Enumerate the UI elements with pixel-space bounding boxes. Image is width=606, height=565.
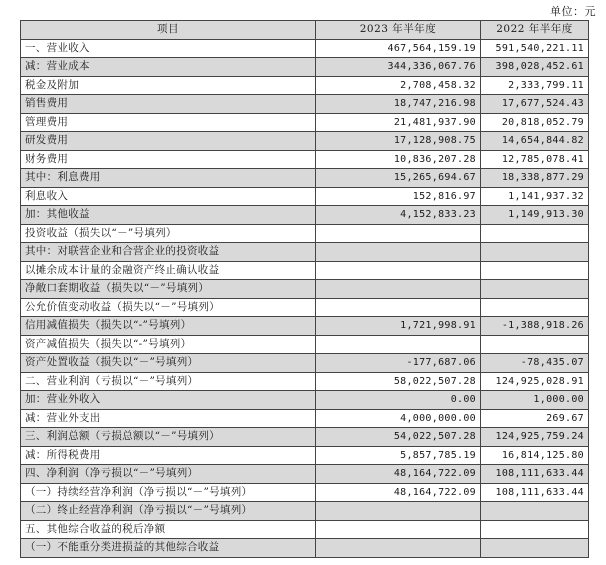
value-current: 48,164,722.09: [316, 483, 481, 502]
value-previous: [481, 539, 589, 558]
row-label: 净敞口套期收益（损失以“－”号填列）: [21, 280, 316, 299]
row-label: 三、利润总额（亏损总额以“－”号填列）: [21, 428, 316, 447]
row-label: 税金及附加: [21, 76, 316, 95]
value-current: [316, 243, 481, 262]
row-label: 财务费用: [21, 150, 316, 169]
table-row: [21, 446, 589, 465]
value-previous: 12,785,078.41: [481, 150, 589, 169]
value-current: [316, 280, 481, 299]
table-row: [21, 150, 589, 169]
value-previous: [481, 520, 589, 539]
value-current: [316, 261, 481, 280]
table-row: [21, 76, 589, 95]
row-label: 管理费用: [21, 113, 316, 132]
value-previous: 20,818,052.79: [481, 113, 589, 132]
table-row: [21, 132, 589, 151]
value-current: 18,747,216.98: [316, 95, 481, 114]
value-previous: 2,333,799.11: [481, 76, 589, 95]
value-previous: 108,111,633.44: [481, 483, 589, 502]
value-current: [316, 224, 481, 243]
value-previous: 17,677,524.43: [481, 95, 589, 114]
row-label: 其中：对联营企业和合营企业的投资收益: [21, 243, 316, 262]
value-previous: [481, 335, 589, 354]
value-current: 5,857,785.19: [316, 446, 481, 465]
value-previous: [481, 280, 589, 299]
table-row: [21, 465, 589, 484]
value-previous: [481, 243, 589, 262]
row-label: 减：营业成本: [21, 58, 316, 77]
value-current: 15,265,694.67: [316, 169, 481, 188]
table-row: [21, 520, 589, 539]
table-row: [21, 58, 589, 77]
value-current: 152,816.97: [316, 187, 481, 206]
value-current: 2,708,458.32: [316, 76, 481, 95]
header-row: [21, 21, 589, 40]
row-label: 信用减值损失（损失以“-”号填列）: [21, 317, 316, 336]
row-label: 销售费用: [21, 95, 316, 114]
unit-label: 单位：元: [550, 5, 596, 18]
table-row: [21, 539, 589, 558]
value-previous: -1,388,918.26: [481, 317, 589, 336]
value-current: 54,022,507.28: [316, 428, 481, 447]
row-label: 利息收入: [21, 187, 316, 206]
table-row: [21, 187, 589, 206]
row-label: （二）终止经营净利润（净亏损以“－”号填列）: [21, 502, 316, 521]
table-row: [21, 169, 589, 188]
value-previous: 14,654,844.82: [481, 132, 589, 151]
value-previous: [481, 224, 589, 243]
table-row: [21, 428, 589, 447]
value-current: [316, 335, 481, 354]
value-previous: 269.67: [481, 409, 589, 428]
column-header-previous: 2022 年半年度: [481, 21, 589, 40]
value-previous: 1,141,937.32: [481, 187, 589, 206]
row-label: 减：营业外支出: [21, 409, 316, 428]
column-header-item: 项目: [21, 21, 316, 40]
row-label: 四、净利润（净亏损以“－”号填列）: [21, 465, 316, 484]
table-row: [21, 502, 589, 521]
value-previous: [481, 502, 589, 521]
value-current: 21,481,937.90: [316, 113, 481, 132]
table-row: [21, 280, 589, 299]
table-row: [21, 261, 589, 280]
value-current: 58,022,507.28: [316, 372, 481, 391]
value-current: 0.00: [316, 391, 481, 410]
row-label: 投资收益（损失以“－”号填列）: [21, 224, 316, 243]
table-row: [21, 298, 589, 317]
value-previous: 591,540,221.11: [481, 39, 589, 58]
value-current: [316, 520, 481, 539]
table-row: [21, 224, 589, 243]
value-current: 4,152,833.23: [316, 206, 481, 225]
value-current: 1,721,998.91: [316, 317, 481, 336]
row-label: 其中：利息费用: [21, 169, 316, 188]
table-row: [21, 243, 589, 262]
value-previous: [481, 261, 589, 280]
row-label: 五、其他综合收益的税后净额: [21, 520, 316, 539]
table-row: [21, 409, 589, 428]
table-row: [21, 391, 589, 410]
value-previous: 1,149,913.30: [481, 206, 589, 225]
value-previous: [481, 298, 589, 317]
row-label: 一、营业收入: [21, 39, 316, 58]
row-label: （一）持续经营净利润（净亏损以“－”号填列）: [21, 483, 316, 502]
row-label: 加：其他收益: [21, 206, 316, 225]
table-row: [21, 335, 589, 354]
value-previous: -78,435.07: [481, 354, 589, 373]
value-previous: 18,338,877.29: [481, 169, 589, 188]
value-previous: 124,925,759.24: [481, 428, 589, 447]
value-previous: 108,111,633.44: [481, 465, 589, 484]
column-header-current: 2023 年半年度: [316, 21, 481, 40]
value-current: 17,128,908.75: [316, 132, 481, 151]
value-current: 4,000,000.00: [316, 409, 481, 428]
row-label: 减：所得税费用: [21, 446, 316, 465]
value-current: 467,564,159.19: [316, 39, 481, 58]
value-current: [316, 298, 481, 317]
value-current: 10,836,207.28: [316, 150, 481, 169]
value-current: 344,336,067.76: [316, 58, 481, 77]
table-row: [21, 39, 589, 58]
table-row: [21, 354, 589, 373]
row-label: （一）不能重分类进损益的其他综合收益: [21, 539, 316, 558]
table-row: [21, 206, 589, 225]
table-row: [21, 113, 589, 132]
value-current: [316, 539, 481, 558]
income-statement-table: [20, 20, 589, 558]
row-label: 资产处置收益（损失以“－”号填列）: [21, 354, 316, 373]
row-label: 加：营业外收入: [21, 391, 316, 410]
value-current: -177,687.06: [316, 354, 481, 373]
row-label: 公允价值变动收益（损失以“－”号填列）: [21, 298, 316, 317]
table-row: [21, 372, 589, 391]
value-previous: 398,028,452.61: [481, 58, 589, 77]
table-row: [21, 95, 589, 114]
value-previous: 16,814,125.80: [481, 446, 589, 465]
value-previous: 124,925,028.91: [481, 372, 589, 391]
value-current: [316, 502, 481, 521]
row-label: 研发费用: [21, 132, 316, 151]
table-row: [21, 483, 589, 502]
row-label: 以摊余成本计量的金融资产终止确认收益: [21, 261, 316, 280]
table-row: [21, 317, 589, 336]
row-label: 二、营业利润（亏损以“－”号填列）: [21, 372, 316, 391]
value-current: 48,164,722.09: [316, 465, 481, 484]
row-label: 资产减值损失（损失以“-”号填列）: [21, 335, 316, 354]
value-previous: 1,000.00: [481, 391, 589, 410]
